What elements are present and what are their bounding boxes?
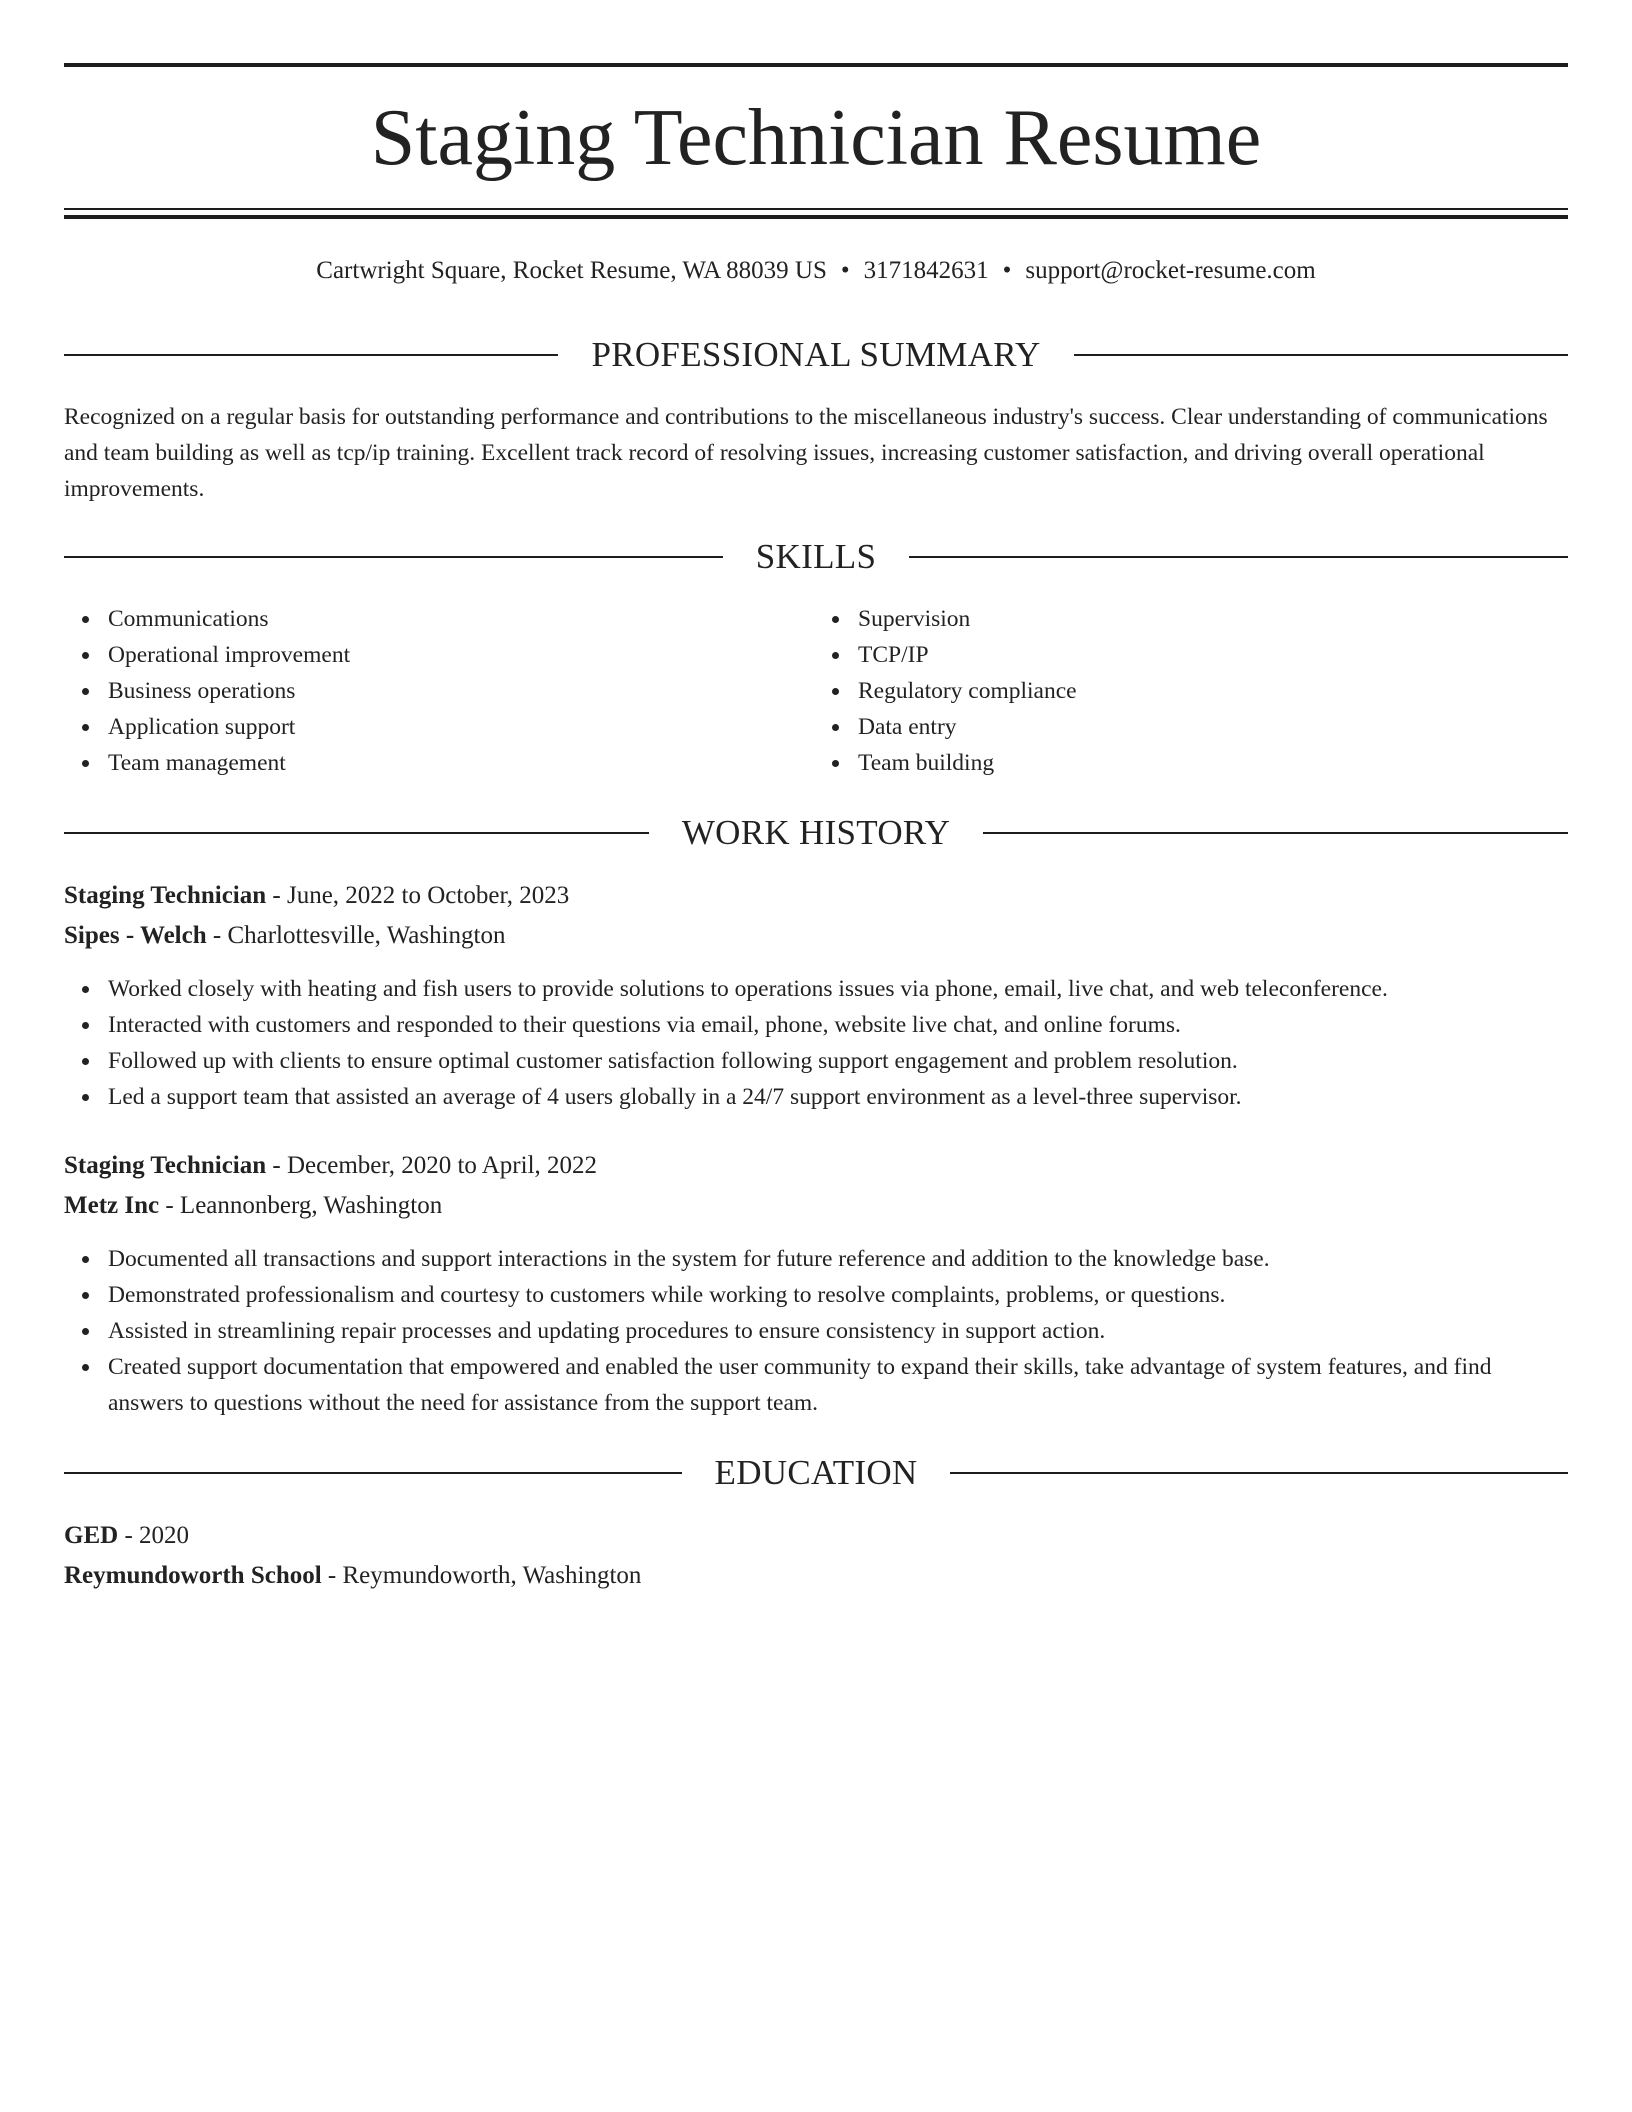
divider-line bbox=[950, 1472, 1568, 1474]
contact-phone: 3171842631 bbox=[863, 257, 989, 284]
duty-item: Documented all transactions and support interactions in the system for future reference and addition to the knowledge base. bbox=[108, 1241, 1568, 1277]
job-dates: - December, 2020 to April, 2022 bbox=[266, 1152, 598, 1179]
resume-title: Staging Technician Resume bbox=[370, 94, 1262, 182]
job-title: Staging Technician bbox=[64, 882, 267, 909]
divider-line bbox=[64, 832, 649, 834]
education-school-line bbox=[64, 1558, 1568, 1594]
education-degree-line bbox=[64, 1518, 1568, 1554]
contact-separator: • bbox=[840, 257, 850, 284]
job-location: - Charlottesville, Washington bbox=[206, 922, 506, 949]
divider-line bbox=[64, 354, 558, 356]
duty-item: Followed up with clients to ensure optimal customer satisfaction following support engagement and problem resolution. bbox=[108, 1043, 1568, 1079]
skill-item: Supervision bbox=[858, 601, 1556, 637]
duty-item: Led a support team that assisted an average of 4 users globally in a 24/7 support environment as a level-three supervisor. bbox=[108, 1079, 1568, 1115]
title-rule-thin bbox=[64, 208, 1568, 210]
divider-line bbox=[983, 832, 1568, 834]
job-title-line bbox=[64, 878, 1568, 914]
duty-item: Demonstrated professionalism and courtesy to customers while working to resolve complaints, problems, or questions. bbox=[108, 1277, 1568, 1313]
title-rule-thick bbox=[64, 215, 1568, 219]
section-header-work bbox=[64, 811, 1568, 855]
skill-item: Communications bbox=[108, 601, 806, 637]
duty-item: Worked closely with heating and fish users to provide solutions to operations issues via phone, email, live chat, and web teleconference. bbox=[108, 971, 1568, 1007]
skill-item: Operational improvement bbox=[108, 637, 806, 673]
skill-item: Regulatory compliance bbox=[858, 673, 1556, 709]
skills-column-left bbox=[64, 601, 806, 781]
skills-column-right bbox=[806, 601, 1556, 781]
skills-list bbox=[64, 601, 1568, 781]
contact-line bbox=[64, 254, 1568, 288]
education-location: - Reymundoworth, Washington bbox=[321, 1562, 642, 1589]
job-dates: - June, 2022 to October, 2023 bbox=[266, 882, 570, 909]
section-header-skills bbox=[64, 535, 1568, 579]
job-location: - Leannonberg, Washington bbox=[159, 1192, 443, 1219]
divider-line bbox=[909, 556, 1568, 558]
duty-item: Assisted in streamlining repair processes and updating procedures to ensure consistency in support action. bbox=[108, 1313, 1568, 1349]
skill-item: Team building bbox=[858, 745, 1556, 781]
job-duties bbox=[64, 971, 1568, 1115]
skill-item: TCP/IP bbox=[858, 637, 1556, 673]
job-title-line bbox=[64, 1148, 1568, 1184]
skill-item: Data entry bbox=[858, 709, 1556, 745]
divider-line bbox=[64, 556, 723, 558]
contact-email: support@rocket-resume.com bbox=[1025, 257, 1316, 284]
duty-item: Interacted with customers and responded to their questions via email, phone, website live chat, and online forums. bbox=[108, 1007, 1568, 1043]
top-rule bbox=[64, 63, 1568, 67]
duty-item: Created support documentation that empowered and enabled the user community to expand their skills, take advantage of system features, and find answers to questions without the need for assistance from the support team. bbox=[108, 1349, 1568, 1421]
section-header-summary bbox=[64, 333, 1568, 377]
section-title-skills: SKILLS bbox=[755, 537, 877, 576]
job-company-line bbox=[64, 1188, 1568, 1224]
education-year: - 2020 bbox=[118, 1522, 190, 1549]
section-title-work: WORK HISTORY bbox=[681, 813, 951, 852]
contact-address: Cartwright Square, Rocket Resume, WA 88039 US bbox=[316, 257, 827, 284]
section-title-education: EDUCATION bbox=[714, 1453, 918, 1492]
skill-item: Application support bbox=[108, 709, 806, 745]
skill-item: Team management bbox=[108, 745, 806, 781]
job-company: Sipes - Welch bbox=[64, 922, 207, 949]
job-company: Metz Inc bbox=[64, 1192, 160, 1219]
section-title-summary: PROFESSIONAL SUMMARY bbox=[591, 335, 1041, 374]
job-company-line bbox=[64, 918, 1568, 954]
divider-line bbox=[1074, 354, 1568, 356]
education-school: Reymundoworth School bbox=[64, 1562, 322, 1589]
skill-item: Business operations bbox=[108, 673, 806, 709]
contact-separator: • bbox=[1002, 257, 1012, 284]
summary-text: Recognized on a regular basis for outstanding performance and contributions to the miscellaneous industry's success. Clear understanding of communications and team building as well as tcp/ip training. Excellent track record of resolving issues, increasing customer satisfaction, and driving overall operational improvements. bbox=[64, 404, 1548, 502]
job-duties bbox=[64, 1241, 1568, 1421]
divider-line bbox=[64, 1472, 682, 1474]
education-degree: GED bbox=[64, 1522, 119, 1549]
section-header-education bbox=[64, 1451, 1568, 1495]
job-title: Staging Technician bbox=[64, 1152, 267, 1179]
